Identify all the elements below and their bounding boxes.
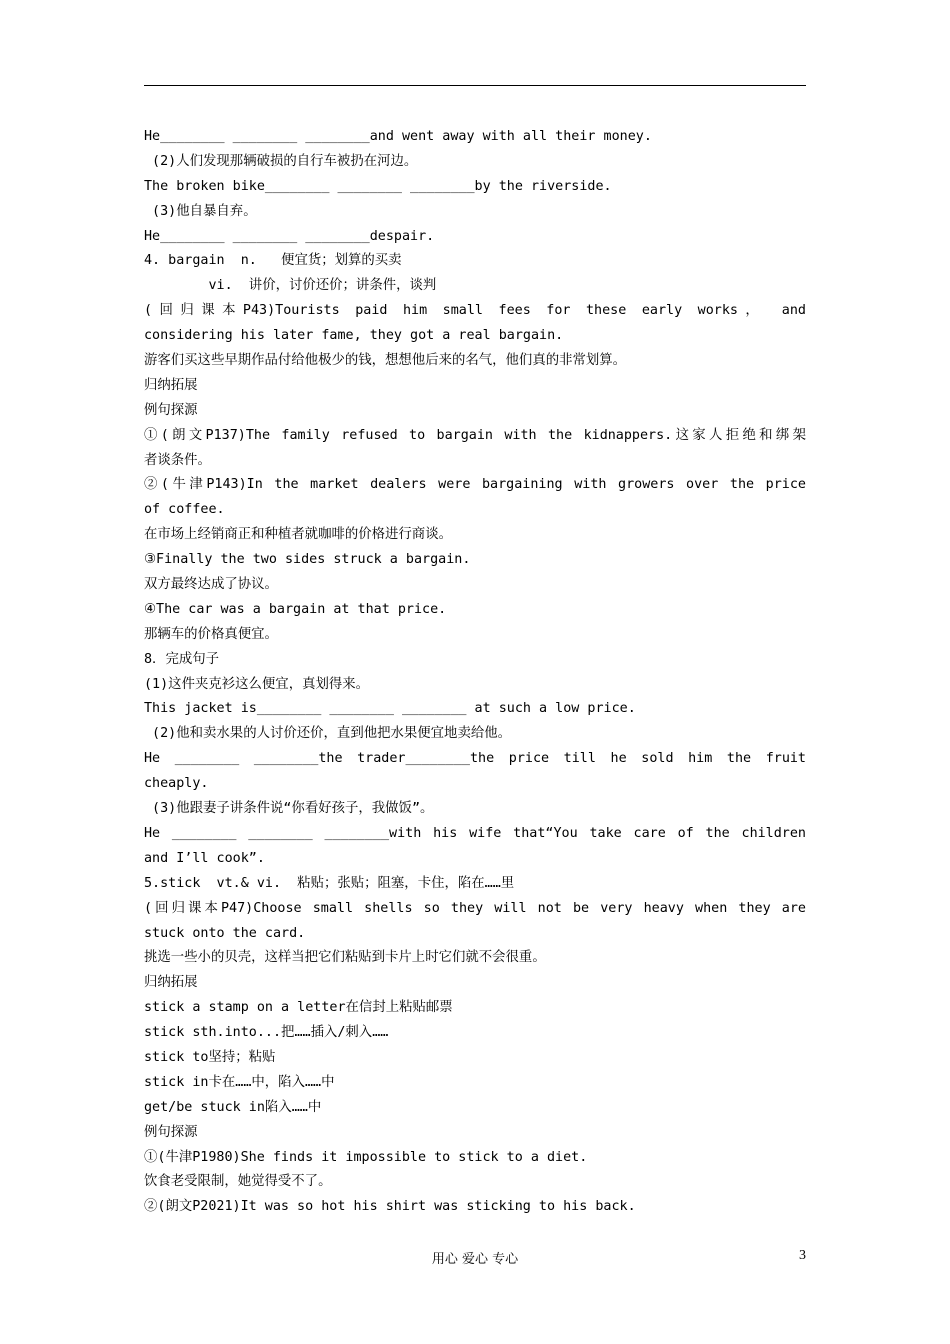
page-number: 3	[799, 1248, 806, 1263]
text-line: considering his later fame, they got a real bargain.	[144, 328, 564, 344]
text-line: and I’ll cook”.	[144, 850, 265, 866]
text-line: 5.stick vt.& vi. 粘贴；张贴；阻塞，卡住，陷在……里	[144, 875, 515, 891]
text-line: 饮食老受限制，她觉得受不了。	[144, 1174, 332, 1190]
text-line: (回归课本P47)Choose small shells so they will not be very heavy when they are	[144, 900, 806, 916]
text-line: 4. bargain n. 便宜货；划算的买卖	[144, 253, 402, 269]
text-line: (2)人们发现那辆破损的自行车被扔在河边。	[144, 153, 418, 169]
text-line: He________ ________ ________and went away with all their money.	[144, 129, 652, 144]
header-rule	[144, 85, 806, 86]
section-heading: 例句探源	[144, 1124, 198, 1140]
text-line: ②(牛津P143)In the market dealers were bargaining with growers over the price	[144, 477, 806, 493]
section-heading: 归纳拓展	[144, 377, 198, 393]
text-line: 挑选一些小的贝壳，这样当把它们粘贴到卡片上时它们就不会很重。	[144, 950, 546, 966]
text-line: ①(朗文P137)The family refused to bargain with the kidnappers.这家人拒绝和绑架	[144, 427, 806, 443]
text-line: ②(朗文P2021)It was so hot his shirt was sticking to his back.	[144, 1199, 636, 1215]
text-line: He________ ________ ________despair.	[144, 228, 435, 244]
text-line: (1)这件夹克衫这么便宜，真划得来。	[144, 676, 370, 692]
text-line: (3)他自暴自弃。	[144, 203, 257, 219]
text-line: vi. 讲价，讨价还价；讲条件，谈判	[144, 278, 437, 294]
text-line: This jacket is________ ________ ________ at such a low price.	[144, 701, 636, 717]
text-line: stick a stamp on a letter在信封上粘贴邮票	[144, 1000, 453, 1016]
text-line: 双方最终达成了协议。	[144, 577, 278, 593]
text-line: cheaply.	[144, 776, 209, 792]
text-line: ③Finally the two sides struck a bargain.	[144, 552, 471, 568]
section-heading: 例句探源	[144, 402, 198, 418]
text-line: The broken bike________ ________ ________by the riverside.	[144, 178, 612, 194]
footer-slogan: 用心 爱心 专心	[431, 1252, 519, 1267]
text-line: ④The car was a bargain at that price.	[144, 601, 447, 617]
text-line: 那辆车的价格真便宜。	[144, 626, 278, 642]
text-line: (3)他跟妻子讲条件说“你看好孩子，我做饭”。	[144, 801, 434, 817]
text-line: stick to坚持；粘贴	[144, 1049, 276, 1065]
text-line: 游客们买这些早期作品付给他极少的钱，想想他后来的名气，他们真的非常划算。	[144, 353, 627, 369]
text-line: He ________ ________ ________with his wife that“You take care of the children	[144, 825, 806, 841]
text-line: stick in卡在……中，陷入……中	[144, 1074, 335, 1090]
text-line: stuck onto the card.	[144, 925, 306, 941]
text-line: ①(牛津P1980)She finds it impossible to stick to a diet.	[144, 1149, 588, 1165]
text-line: (2)他和卖水果的人讨价还价，直到他把水果便宜地卖给他。	[144, 726, 512, 742]
text-line: (回归课本P43)Tourists paid him small fees for these early works， and	[144, 303, 806, 319]
section-heading: 8．完成句子	[144, 651, 220, 667]
text-line: of coffee.	[144, 502, 225, 518]
text-line: stick sth.into...把……插入/刺入……	[144, 1025, 389, 1041]
text-line: He ________ ________the trader________the price till he sold him the fruit	[144, 751, 806, 767]
text-line: get/be stuck in陷入……中	[144, 1099, 322, 1115]
text-line: 在市场上经销商正和种植者就咖啡的价格进行商谈。	[144, 527, 452, 543]
page-body	[144, 125, 806, 1220]
text-line: 者谈条件。	[144, 452, 211, 468]
section-heading: 归纳拓展	[144, 975, 198, 991]
